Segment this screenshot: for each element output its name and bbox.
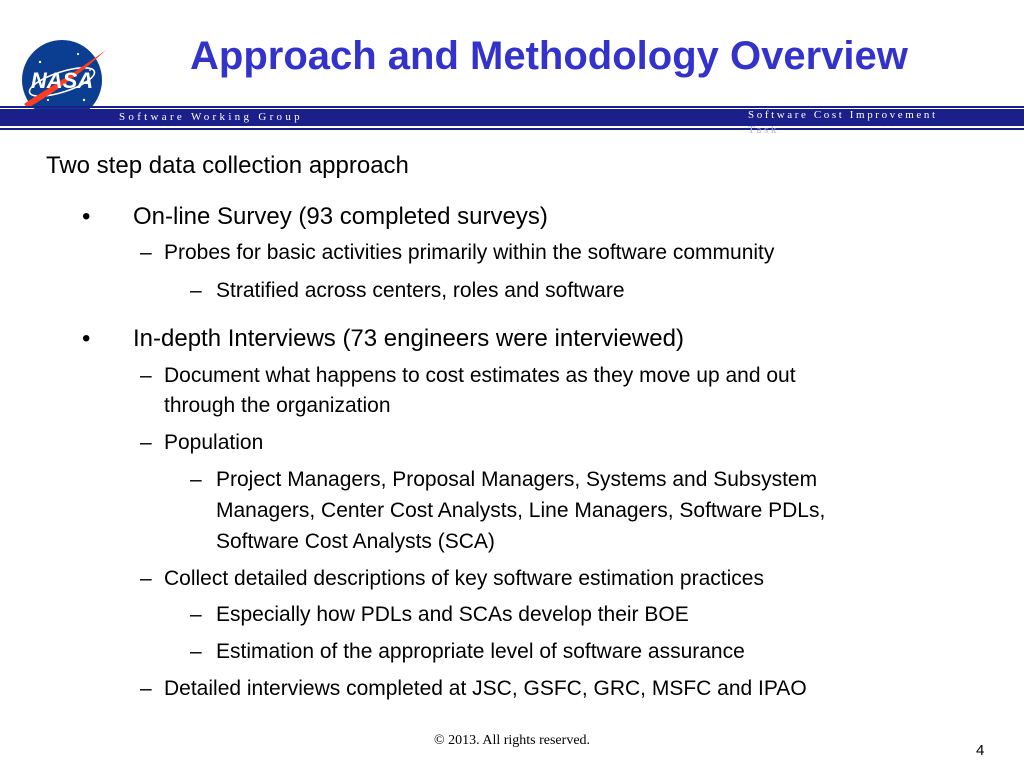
band-right-label-line1: Software Cost Improvement xyxy=(748,109,938,121)
sub-item: Collect detailed descriptions of key software estimation practices xyxy=(164,567,764,590)
copyright-footer: © 2013. All rights reserved. xyxy=(433,733,591,748)
dash-marker: – xyxy=(140,677,152,700)
dash-marker: – xyxy=(190,279,202,302)
dash-marker: – xyxy=(190,640,202,663)
sub-item-line: Managers, Center Cost Analysts, Line Managers, Software PDLs, xyxy=(216,499,826,522)
bullet-in-depth-interviews: In-depth Interviews (73 engineers were interviewed) xyxy=(133,325,684,352)
sub-item: Probes for basic activities primarily within the software community xyxy=(164,241,775,264)
bullet-marker: • xyxy=(82,325,91,352)
sub-item: Population xyxy=(164,431,264,454)
sub-item-line: Project Managers, Proposal Managers, Systems and Subsystem xyxy=(216,468,818,491)
dash-marker: – xyxy=(190,468,202,491)
page-number: 4 xyxy=(976,742,985,759)
dash-marker: – xyxy=(140,431,152,454)
band-right-label-line2: Task xyxy=(748,124,780,136)
dash-marker: – xyxy=(140,364,152,387)
sub-item-line: Document what happens to cost estimates as they move up and out xyxy=(164,364,796,387)
nasa-logo-text: NASA xyxy=(30,68,94,93)
sub-item: Estimation of the appropriate level of software assurance xyxy=(216,640,745,663)
bullet-online-survey: On-line Survey (93 completed surveys) xyxy=(133,203,548,230)
dash-marker: – xyxy=(190,603,202,626)
sub-item: Especially how PDLs and SCAs develop their BOE xyxy=(216,603,689,626)
band-left-label: Software Working Group xyxy=(119,111,303,123)
sub-item: Stratified across centers, roles and software xyxy=(216,279,625,302)
dash-marker: – xyxy=(140,241,152,264)
slide-title: Approach and Methodology Overview xyxy=(190,34,908,78)
sub-item-line: through the organization xyxy=(164,394,391,417)
dash-marker: – xyxy=(140,567,152,590)
sub-item: Detailed interviews completed at JSC, GSFC, GRC, MSFC and IPAO xyxy=(164,677,807,700)
bullet-marker: • xyxy=(82,203,91,230)
sub-item-line: Software Cost Analysts (SCA) xyxy=(216,530,495,553)
intro-text: Two step data collection approach xyxy=(46,152,409,179)
